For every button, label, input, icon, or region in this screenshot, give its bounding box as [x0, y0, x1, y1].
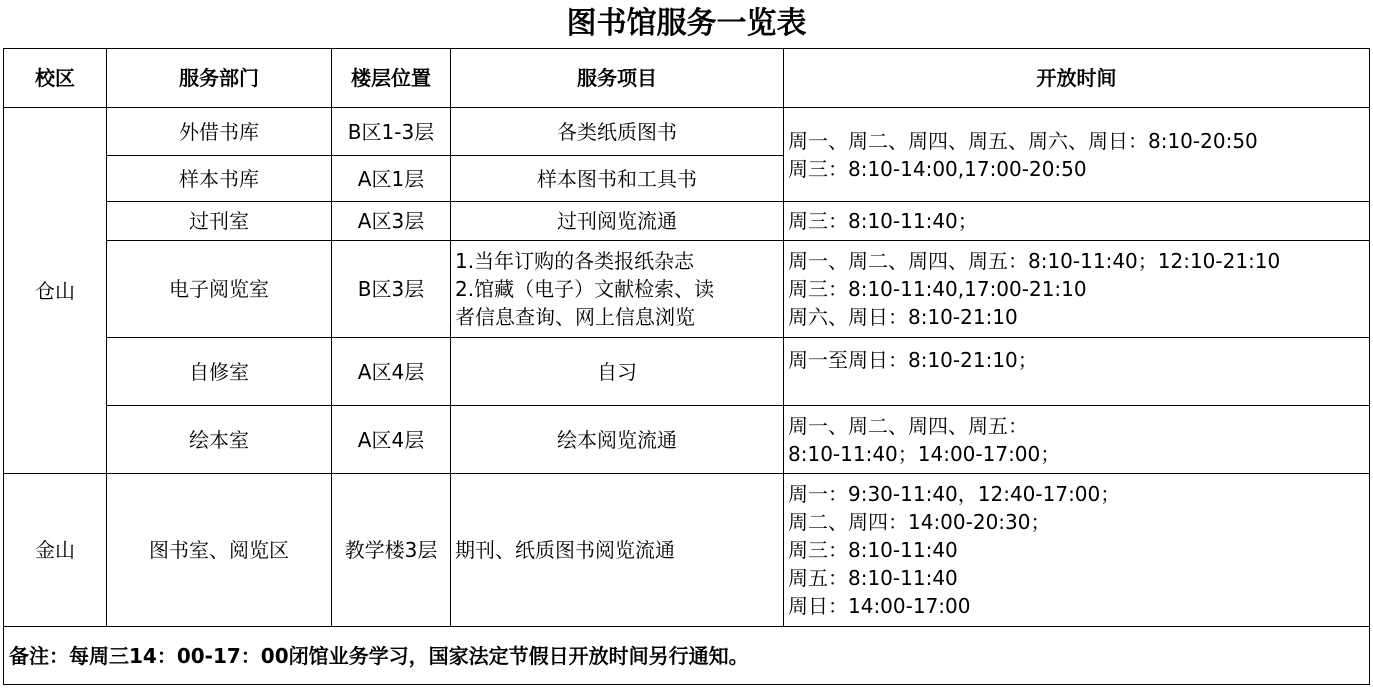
table-row: [4, 474, 1370, 627]
hours-cell: [784, 202, 1370, 241]
table-row: [4, 108, 1370, 156]
service-line: 1.当年订购的各类报纸杂志: [455, 249, 695, 273]
dept-cell: 绘本室: [107, 406, 332, 474]
dept-cell: 电子阅览室: [107, 241, 332, 338]
header-hours: 开放时间: [784, 49, 1370, 108]
header-service: 服务项目: [451, 49, 784, 108]
table-row: [4, 406, 1370, 474]
hours-line: 周一至周日：8:10-21:10；: [788, 348, 1038, 372]
table-row: [4, 241, 1370, 338]
floor-cell: A区3层: [332, 202, 451, 241]
service-table: [3, 48, 1370, 685]
hours-line: 周六、周日：8:10-21:10: [788, 305, 1018, 329]
hours-line: 周一、周二、周四、周五：: [788, 413, 1028, 438]
page-title: 图书馆服务一览表: [566, 6, 807, 41]
floor-cell: A区1层: [332, 156, 451, 202]
service-line: 者信息查询、网上信息浏览: [455, 305, 695, 329]
hours-line: 周二、周四：14:00-20:30；: [788, 510, 1051, 534]
service-cell: [451, 241, 784, 338]
dept-cell: 外借书库: [107, 108, 332, 156]
dept-cell: 过刊室: [107, 202, 332, 241]
hours-line: 周日：14:00-17:00: [788, 594, 971, 618]
dept-cell: 图书室、阅览区: [107, 474, 332, 627]
header-row: [4, 49, 1370, 108]
hours-cell: [784, 241, 1370, 338]
floor-cell: 教学楼3层: [332, 474, 451, 627]
campus-jinshan: 金山: [4, 474, 107, 627]
campus-cangshan: 仓山: [4, 108, 107, 474]
hours-line: 周三：8:10-11:40,17:00-21:10: [788, 277, 1087, 301]
hours-cell: [784, 338, 1370, 406]
hours-line: 周一：9:30-11:40，12:40-17:00；: [788, 482, 1121, 506]
table-row: [4, 338, 1370, 406]
service-cell: 期刊、纸质图书阅览流通: [451, 474, 784, 627]
hours-cell: [784, 474, 1370, 627]
note-row: [4, 627, 1370, 685]
hours-cell: [784, 406, 1370, 474]
service-cell: 各类纸质图书: [451, 108, 784, 156]
dept-cell: 自修室: [107, 338, 332, 406]
dept-cell: 样本书库: [107, 156, 332, 202]
table-row: [4, 202, 1370, 241]
hours-line: 周五：8:10-11:40: [788, 566, 958, 590]
hours-line: 周三：8:10-11:40；: [788, 209, 978, 233]
hours-line: 周三：8:10-14:00,17:00-20:50: [788, 156, 1087, 181]
hours-cell-shared: [784, 108, 1370, 202]
header-department: 服务部门: [107, 49, 332, 108]
floor-cell: B区1-3层: [332, 108, 451, 156]
header-campus: 校区: [4, 49, 107, 108]
service-cell: 过刊阅览流通: [451, 202, 784, 241]
floor-cell: A区4层: [332, 338, 451, 406]
header-floor: 楼层位置: [332, 49, 451, 108]
note-text: 备注：每周三14：00-17：00闭馆业务学习，国家法定节假日开放时间另行通知。: [4, 627, 1370, 685]
service-cell: 样本图书和工具书: [451, 156, 784, 202]
service-cell: 绘本阅览流通: [451, 406, 784, 474]
service-cell: 自习: [451, 338, 784, 406]
hours-line: 8:10-11:40；14:00-17:00；: [788, 441, 1061, 466]
floor-cell: B区3层: [332, 241, 451, 338]
hours-line: 周三：8:10-11:40: [788, 538, 958, 562]
hours-line: 周一、周二、周四、周五、周六、周日：8:10-20:50: [788, 128, 1258, 153]
hours-line: 周一、周二、周四、周五：8:10-11:40；12:10-21:10: [788, 249, 1281, 273]
floor-cell: A区4层: [332, 406, 451, 474]
service-line: 2.馆藏（电子）文献检索、读: [455, 277, 715, 301]
